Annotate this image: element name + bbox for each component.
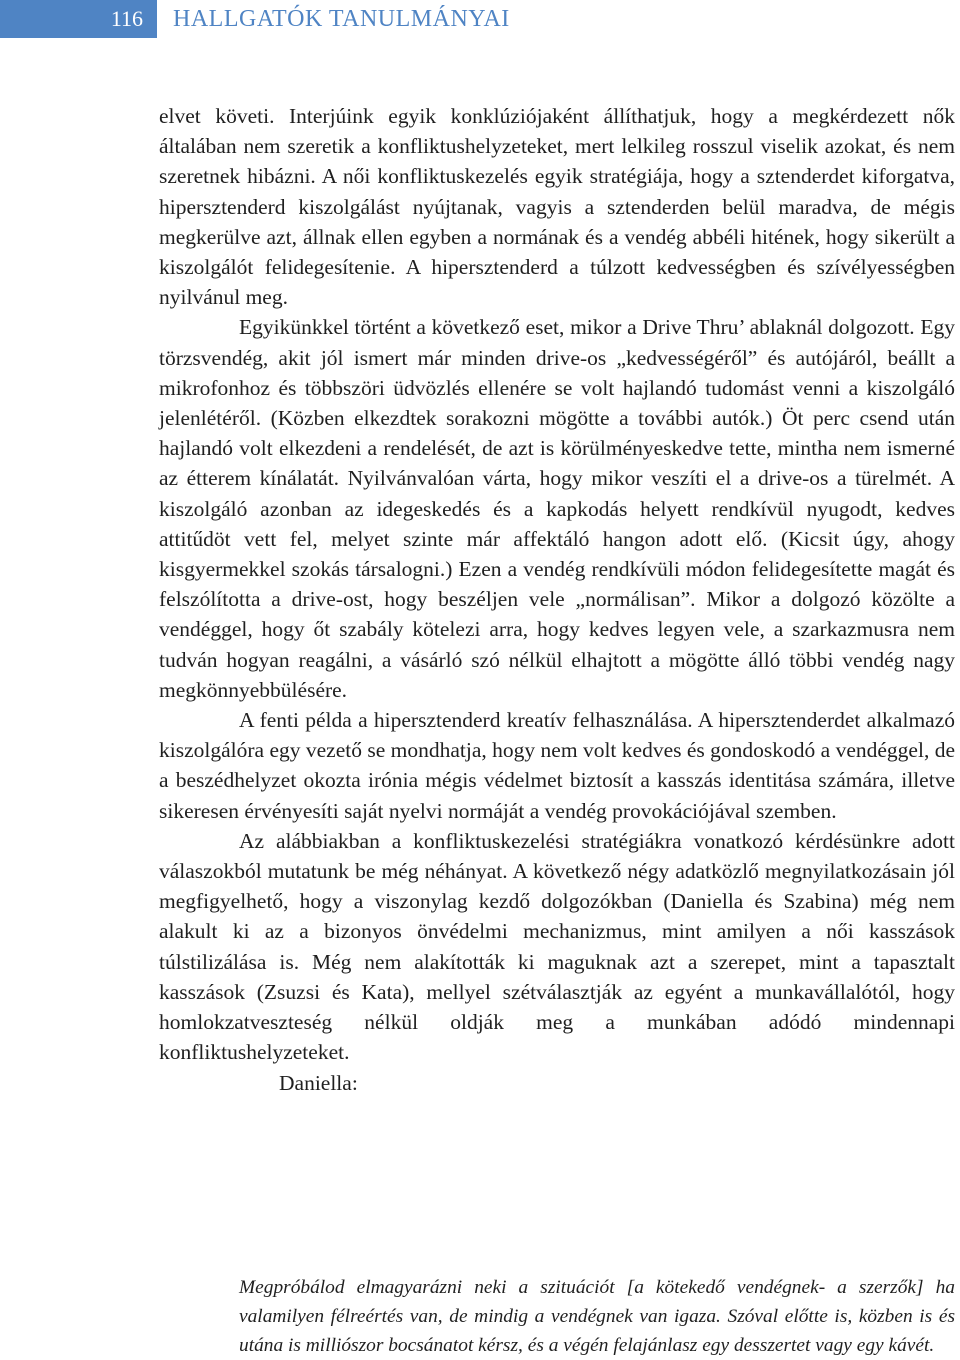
paragraph-4: Az alábbiakban a konfliktuskezelési stratégiákra vonatkozó kérdésünkre adott válaszokból mutatunk be még néhányat. A következő négy adatközlő megnyilatkozásain jól megfigyelhető, hogy a viszonylag kezdő dolgozókban (Daniella és Szabina) még nem alakult ki az a bizonyos önvédelmi mechanizmus, mint amilyen a női kasszások túlstilizálása is. Még nem alakították ki maguknak azt a szerepet, mint a tapasztalt kasszások (Zsuzsi és Kata), mellyel szétválasztják az egyént a munkavállalótól, hogy homlokzatveszteség nélkül oldják meg a munkában adódó mindennapi konfliktushelyzeteket.: [159, 828, 955, 1065]
running-title: HALLGATÓK TANULMÁNYAI: [173, 5, 510, 32]
page-number: 116: [0, 0, 157, 38]
paragraph-2: Egyikünkkel történt a következő eset, mikor a Drive Thru’ ablaknál dolgozott. Egy törzsvendég, akit jól ismert már minden drive-os „kedvességéről” és autójáról, beállt a mikrofonhoz és többszöri üdvözlés ellenére se volt hajlandó tudomást venni a kiszolgáló jelenlétéről. (Közben elkezdtek sorakozni mögötte a további autók.) Öt perc csend után hajlandó volt elkezdeni a rendelését, de azt is körülményeskedve tette, mintha nem ismerné az étterem kínálatát. Nyilvánvalóan várta, hogy mikor veszíti el a drive-os a türelmét. A kiszolgáló azonban az idegeskedés és a kapkodás helyett rendkívül nyugodt, kedves attitűdöt vett fel, melyet szinte már affektáló hangon adott elő. (Kicsit úgy, ahogy kisgyermekkel szokás társalogni.) Ezen a vendég rendkívüli módon felidegesítette magát és felszólította a drive-ost, hogy beszéljen vele „normálisan”. Mikor a dolgozó közölte a vendéggel, hogy őt szabály kötelezi arra, hogy kedves legyen vele, a szarkazmusra nem tudván hogyan reagálni, a vásárló szó nélkül elhajtott a mögötte álló többi vendég nagy megkönnyebbülésére.: [159, 315, 955, 702]
body-text: [159, 101, 955, 1098]
paragraph-1: elvet követi. Interjúink egyik konklúziójaként állíthatjuk, hogy a megkérdezett nők általában nem szeretik a konfliktushelyzeteket, mert lelkileg rosszul viselik azokat, és nem szeretnek hibázni. A női konfliktuskezelés egyik stratégiája, hogy a sztenderdet kiforgatva, hipersztenderd kiszolgálást nyújtanak, vagyis a sztenderden belül maradva, de mégis megkerülve azt, állnak ellen egyben a normának és a vendég abbéli hitének, hogy sikerült a kiszolgálót felidegesítenie. A hipersztenderd a túlzott kedvességben és szívélyességben nyilvánul meg.: [159, 104, 955, 310]
interview-quote: Megpróbálod elmagyarázni neki a szituációt [a kötekedő vendégnek- a szerzők] ha valamilyen félreértés van, de mindig a vendégnek van igaza. Szóval előtte is, közben is és utána is milliószor bocsánatot kérsz, és a végén felajánlasz egy desszertet vagy egy kávét.: [239, 1277, 955, 1356]
speaker-label: Daniella:: [279, 1070, 358, 1095]
running-header: [0, 0, 960, 38]
paragraph-3: A fenti példa a hipersztenderd kreatív felhasználása. A hipersztenderdet alkalmazó kiszolgálóra egy vezető se mondhatja, hogy nem volt kedves és gondoskodó a vendéggel, de a beszédhelyzet okozta irónia mégis védelmet biztosít a kasszás identitása számára, illetve sikeresen érvényesíti saját nyelvi normáját a vendég provokációjával szemben.: [159, 708, 955, 823]
